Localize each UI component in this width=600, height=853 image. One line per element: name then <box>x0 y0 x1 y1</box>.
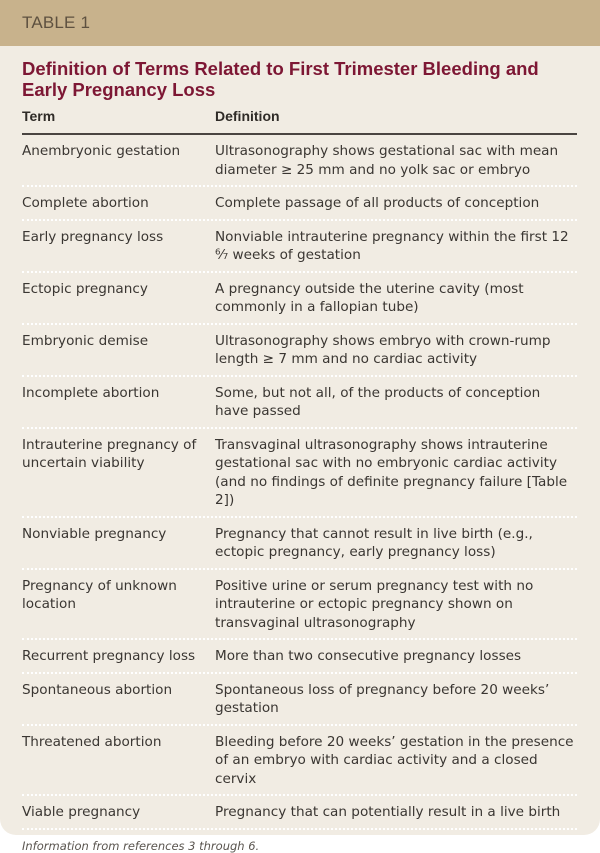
definition-cell: Ultrasonography shows gestational sac with mean diameter ≥ 25 mm and no yolk sac or embryo <box>215 143 559 178</box>
table-banner <box>0 0 600 46</box>
table-row <box>22 518 577 570</box>
table-footnote: Information from references 3 through 6. <box>22 838 260 853</box>
table-row <box>22 187 577 221</box>
definition-cell: Complete passage of all products of conception <box>215 195 540 211</box>
table-row <box>22 796 577 830</box>
column-header-definition: Definition <box>215 108 280 124</box>
definition-cell: Spontaneous loss of pregnancy before 20 weeks’ gestation <box>215 681 550 716</box>
term-cell: Early pregnancy loss <box>22 228 164 245</box>
table-row <box>22 377 577 429</box>
definition-cell: Ultrasonography shows embryo with crown-rump length ≥ 7 mm and no cardiac activity <box>215 332 551 367</box>
table-body <box>22 135 577 830</box>
term-cell: Pregnancy of unknown location <box>22 577 177 612</box>
term-cell: Spontaneous abortion <box>22 681 173 698</box>
table-row <box>22 674 577 726</box>
definition-cell: Pregnancy that can potentially result in a live birth <box>215 804 561 820</box>
term-cell: Intrauterine pregnancy of uncertain viability <box>22 436 197 471</box>
definition-cell: Some, but not all, of the products of conception have passed <box>215 384 541 419</box>
table-row <box>22 135 577 187</box>
table-row <box>22 221 577 273</box>
table-row <box>22 429 577 518</box>
definition-cell: More than two consecutive pregnancy losses <box>215 648 522 664</box>
term-cell: Anembryonic gestation <box>22 143 181 159</box>
term-cell: Recurrent pregnancy loss <box>22 648 196 664</box>
term-cell: Nonviable pregnancy <box>22 525 167 542</box>
term-cell: Incomplete abortion <box>22 384 160 401</box>
term-cell: Viable pregnancy <box>22 804 141 820</box>
table-title: Definition of Terms Related to First Trimester Bleeding and Early Pregnancy Loss <box>22 58 539 100</box>
column-header-term: Term <box>22 108 56 124</box>
table-row <box>22 570 577 641</box>
definition-cell: Nonviable intrauterine pregnancy within the first 12 ⁶⁄₇ weeks of gestation <box>215 228 569 263</box>
definition-cell: Bleeding before 20 weeks’ gestation in the presence of an embryo with cardiac activity and a closed cervix <box>215 733 574 787</box>
table-header-row <box>22 108 577 135</box>
table-row <box>22 640 577 674</box>
term-cell: Complete abortion <box>22 195 149 211</box>
table-number-label: TABLE 1 <box>22 13 91 32</box>
definition-cell: Positive urine or serum pregnancy test with no intrauterine or ectopic pregnancy shown on transvaginal ultrasonography <box>215 577 534 631</box>
term-cell: Ectopic pregnancy <box>22 280 148 297</box>
definition-cell: Transvaginal ultrasonography shows intrauterine gestational sac with no embryonic cardiac activity (and no findings of definite pregnancy failure [Table 2]) <box>215 436 568 508</box>
table-row <box>22 273 577 325</box>
definition-cell: Pregnancy that cannot result in live birth (e.g., ectopic pregnancy, early pregnancy loss) <box>215 525 533 560</box>
term-cell: Threatened abortion <box>22 733 162 750</box>
table-row <box>22 325 577 377</box>
definition-cell: A pregnancy outside the uterine cavity (most commonly in a fallopian tube) <box>215 280 524 315</box>
table-row <box>22 726 577 797</box>
term-cell: Embryonic demise <box>22 332 149 349</box>
definitions-table <box>22 108 577 830</box>
